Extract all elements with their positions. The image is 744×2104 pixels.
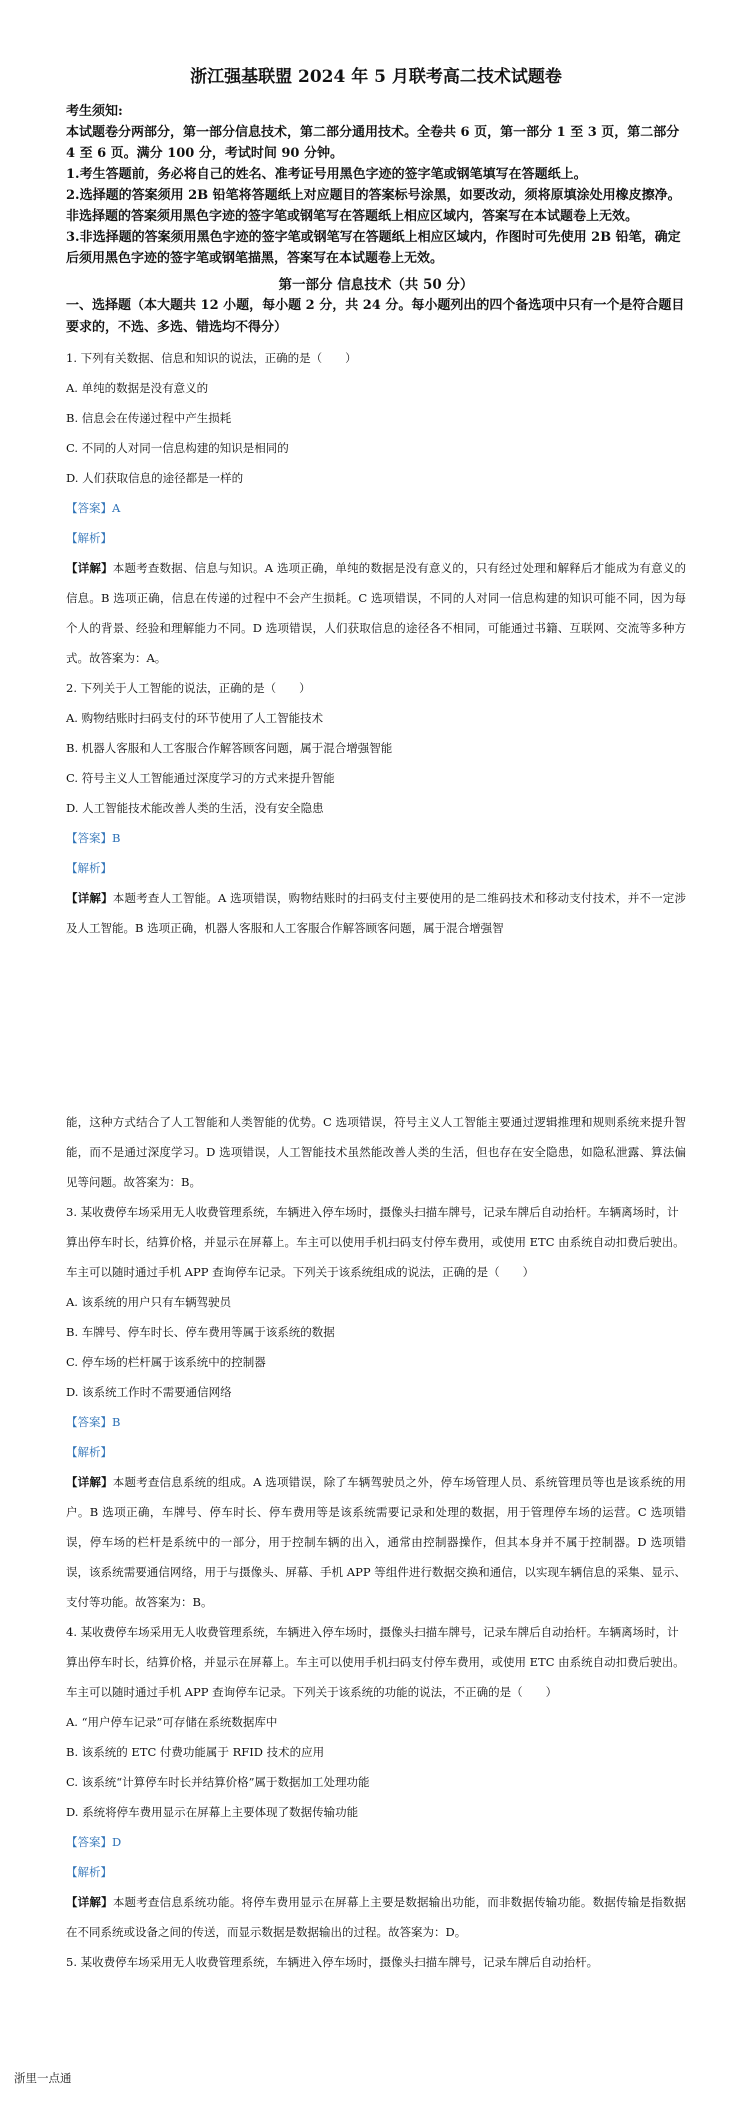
option-d: D. 人工智能技术能改善人类的生活，没有安全隐患 [66,801,324,815]
notice-heading: 考生须知: [66,104,123,119]
question-3 [66,1197,686,1617]
page-title: 浙江强基联盟 2024 年 5 月联考高二技术试题卷 [190,67,562,87]
detail-tag: 【详解】 [66,561,113,575]
option-a: A. 该系统的用户只有车辆驾驶员 [66,1295,232,1309]
question-stem: 3. 某收费停车场采用无人收费管理系统，车辆进入停车场时，摄像头扫描车牌号，记录车牌后自动抬杆。车辆离场时，计算出停车时长，结算价格，并显示在屏幕上。车主可以使用手机扫码支付停车费用，或使用 ETC 由系统自动扣费后驶出。车主可以随时通过手机 APP 查询停车记录。下列关于该系统组成的说法，正确的是（ ） [66,1205,685,1279]
part1-title: 第一部分 信息技术（共 50 分） [278,277,474,293]
option-b: B. 车牌号、停车时长、停车费用等属于该系统的数据 [66,1325,335,1339]
answer-prefix: 【答案】 [66,831,112,845]
detail-continued: 能，这种方式结合了人工智能和人类智能的优势。C 选项错误，符号主义人工智能主要通过逻辑推理和规则系统来提升智能，而不是通过深度学习。D 选项错误，人工智能技术虽然能改善人类的生活，但也存在安全隐患，如隐私泄露、算法偏见等问题。故答案为：B。 [66,1115,686,1189]
exam-notice [66,101,686,269]
analysis-label: 【解析】 [66,531,112,545]
detail-text [66,1887,686,1947]
notice-line: 1.考生答题前，务必将自己的姓名、准考证号用黑色字迹的签字笔或钢笔填写在答题纸上。 [66,167,587,182]
page-gap [66,943,686,1107]
answer-prefix: 【答案】 [66,1835,112,1849]
detail-tag: 【详解】 [66,1895,113,1909]
answer-line [66,493,686,523]
detail-body: 本题考查信息系统功能。将停车费用显示在屏幕上主要是数据输出功能，而非数据传输功能。数据传输是指数据在不同系统或设备之间的传送，而显示数据是数据输出的过程。故答案为：D。 [66,1895,686,1939]
detail-body: 本题考查数据、信息与知识。A 选项正确，单纯的数据是没有意义的，只有经过处理和解释后才能成为有意义的信息。B 选项正确，信息在传递的过程中不会产生损耗。C 选项错误，不同的人对同一信息构建的知识可能不同，因为每个人的背景、经验和理解能力不同。D 选项错误，人们获取信息的途径各不相同，可能通过书籍、互联网、交流等多种方式。故答案为：A。 [66,561,686,665]
answer-line [66,1407,686,1437]
question-stem: 5. 某收费停车场采用无人收费管理系统，车辆进入停车场时，摄像头扫描车牌号，记录车牌后自动抬杆。 [66,1955,599,1969]
option-a: A. 购物结账时扫码支付的环节使用了人工智能技术 [66,711,324,725]
option-a: A. “用户停车记录”可存储在系统数据库中 [66,1715,278,1729]
option-d: D. 人们获取信息的途径都是一样的 [66,471,244,485]
detail-tag: 【详解】 [66,891,113,905]
detail-tag: 【详解】 [66,1475,113,1489]
question-2 [66,673,686,1197]
notice-line: 本试题卷分两部分，第一部分信息技术，第二部分通用技术。全卷共 6 页，第一部分 1 至 3 页，第二部分 4 至 6 页。满分 100 分，考试时间 90 分钟。 [66,125,680,161]
detail-text [66,553,686,673]
option-a: A. 单纯的数据是没有意义的 [66,381,209,395]
option-b: B. 该系统的 ETC 付费功能属于 RFID 技术的应用 [66,1745,325,1759]
question-stem: 4. 某收费停车场采用无人收费管理系统，车辆进入停车场时，摄像头扫描车牌号，记录车牌后自动抬杆。车辆离场时，计算出停车时长，结算价格，并显示在屏幕上。车主可以使用手机扫码支付停车费用，或使用 ETC 由系统自动扣费后驶出。车主可以随时通过手机 APP 查询停车记录。下列关于该系统的功能的说法，不正确的是（ ） [66,1625,685,1699]
option-c: C. 该系统“计算停车时长并结算价格”属于数据加工处理功能 [66,1775,370,1789]
answer-value: B [112,1415,121,1429]
option-c: C. 符号主义人工智能通过深度学习的方式来提升智能 [66,771,335,785]
analysis-label: 【解析】 [66,1865,112,1879]
answer-value: D [112,1835,122,1849]
option-d: D. 该系统工作时不需要通信网络 [66,1385,232,1399]
detail-body: 本题考查信息系统的组成。A 选项错误，除了车辆驾驶员之外，停车场管理人员、系统管理员等也是该系统的用户。B 选项正确，车牌号、停车时长、停车费用等是该系统需要记录和处理的数据，用于管理停车场的运营。C 选项错误，停车场的栏杆是系统中的一部分，用于控制车辆的出入，通常由控制器操作，但其本身并不属于控制器。D 选项错误，该系统需要通信网络，用于与摄像头、屏幕、手机 APP 等组件进行数据交换和通信，以实现车辆信息的采集、显示、支付等功能。故答案为：B。 [66,1475,686,1609]
answer-prefix: 【答案】 [66,501,112,515]
answer-prefix: 【答案】 [66,1415,112,1429]
section1-title: 一、选择题（本大题共 12 小题，每小题 2 分，共 24 分。每小题列出的四个备选项中只有一个是符合题目要求的，不选、多选、错选均不得分） [66,298,685,335]
answer-line [66,1827,686,1857]
option-d: D. 系统将停车费用显示在屏幕上主要体现了数据传输功能 [66,1805,359,1819]
footer-watermark: 浙里一点通 [14,2071,72,2085]
option-b: B. 信息会在传递过程中产生损耗 [66,411,232,425]
answer-value: A [112,501,121,515]
analysis-label: 【解析】 [66,861,112,875]
detail-text [66,883,686,943]
question-1 [66,343,686,673]
question-stem: 2. 下列关于人工智能的说法，正确的是（ ） [66,681,311,695]
question-5 [66,1947,686,1977]
answer-line [66,823,686,853]
option-c: C. 不同的人对同一信息构建的知识是相同的 [66,441,289,455]
exam-page [66,62,686,1977]
notice-line: 2.选择题的答案须用 2B 铅笔将答题纸上对应题目的答案标号涂黑，如要改动，须将原填涂处用橡皮擦净。非选择题的答案须用黑色字迹的签字笔或钢笔写在答题纸上相应区域内，答案写在本试题卷上无效。 [66,188,681,224]
analysis-label: 【解析】 [66,1445,112,1459]
option-b: B. 机器人客服和人工客服合作解答顾客问题，属于混合增强智能 [66,741,393,755]
question-stem: 1. 下列有关数据、信息和知识的说法，正确的是（ ） [66,351,357,365]
answer-value: B [112,831,121,845]
detail-text [66,1467,686,1617]
option-c: C. 停车场的栏杆属于该系统中的控制器 [66,1355,266,1369]
detail-body: 本题考查人工智能。A 选项错误，购物结账时的扫码支付主要使用的是二维码技术和移动支付技术，并不一定涉及人工智能。B 选项正确，机器人客服和人工客服合作解答顾客问题，属于混合增强智 [66,891,686,935]
notice-line: 3.非选择题的答案须用黑色字迹的签字笔或钢笔写在答题纸上相应区域内，作图时可先使用 2B 铅笔，确定后须用黑色字迹的签字笔或钢笔描黑，答案写在本试题卷上无效。 [66,230,681,266]
question-4 [66,1617,686,1947]
